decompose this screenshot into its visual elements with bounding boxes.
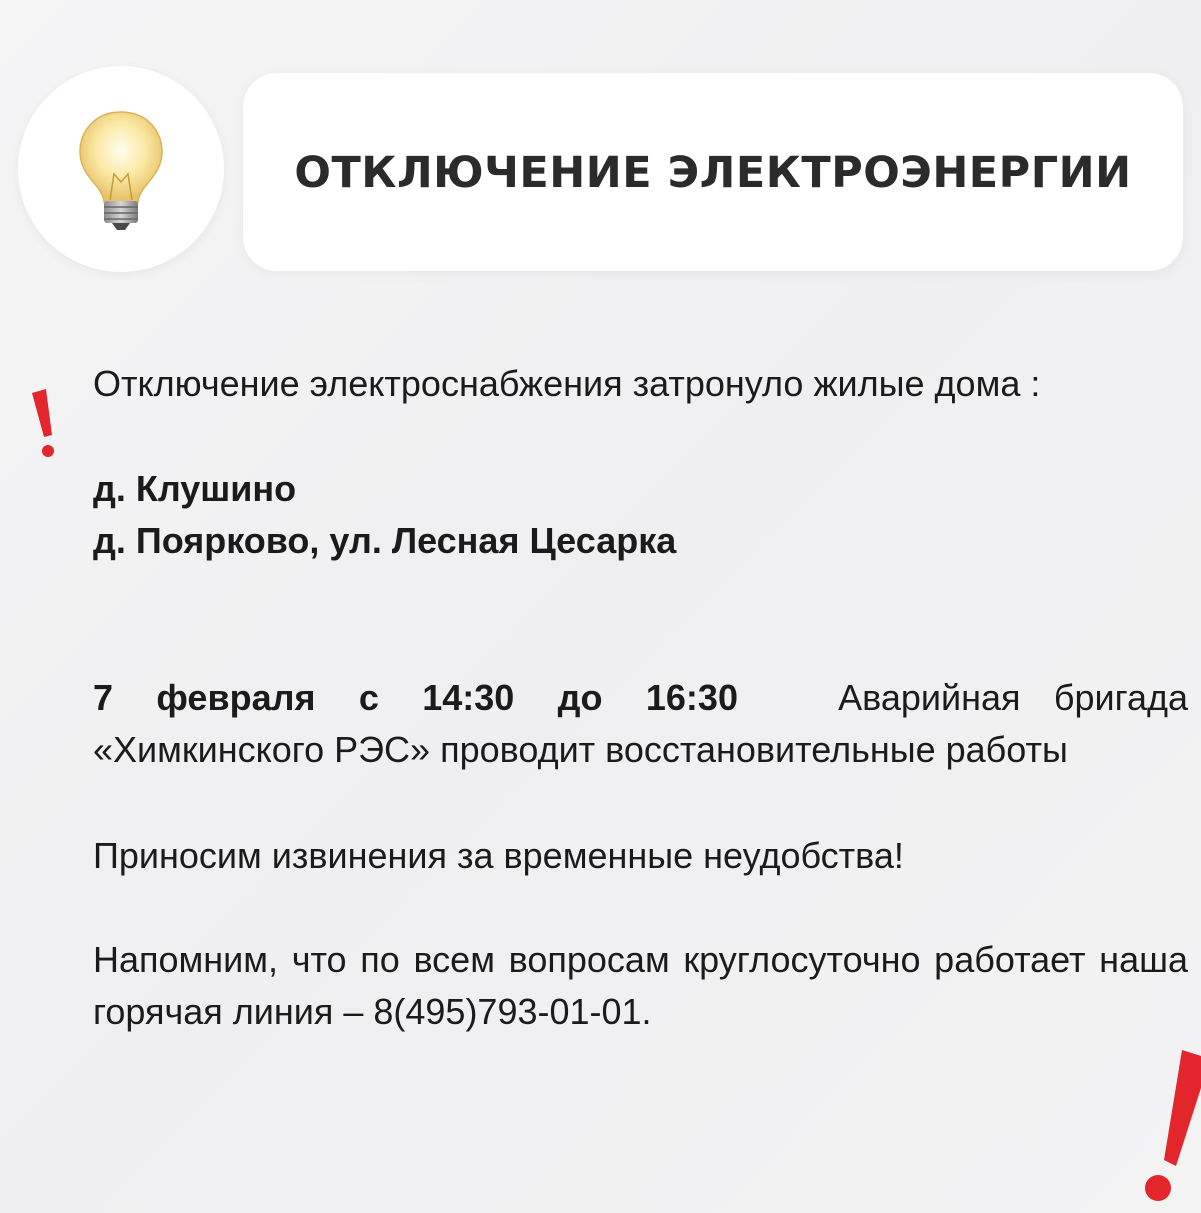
outage-time: 7 февраля с 14:30 до 16:30: [93, 677, 738, 718]
page-title: ОТКЛЮЧЕНИЕ ЭЛЕКТРОЭНЕРГИИ: [294, 148, 1132, 198]
exclamation-icon: [1128, 1048, 1201, 1208]
repair-text: Аварийная бригада «Химкинского РЭС» проводит восстановительные работы: [93, 677, 1188, 770]
hotline-text: Напомним, что по всем вопросам круглосуточно работает наша горячая линия – 8(495)793-01-01.: [93, 939, 1188, 1032]
exclamation-icon: [22, 385, 66, 465]
apology-text: Приносим извинения за временные неудобства!: [93, 835, 904, 876]
title-card: [243, 73, 1183, 271]
affected-places: [93, 463, 1188, 567]
notice-intro: Отключение электроснабжения затронуло жилые дома :: [93, 363, 1041, 404]
light-bulb-icon: [66, 104, 176, 234]
repair-notice: [93, 672, 1188, 776]
place-item: д. Клушино: [93, 468, 297, 509]
place-item: д. Поярково, ул. Лесная Цесарка: [93, 520, 677, 561]
